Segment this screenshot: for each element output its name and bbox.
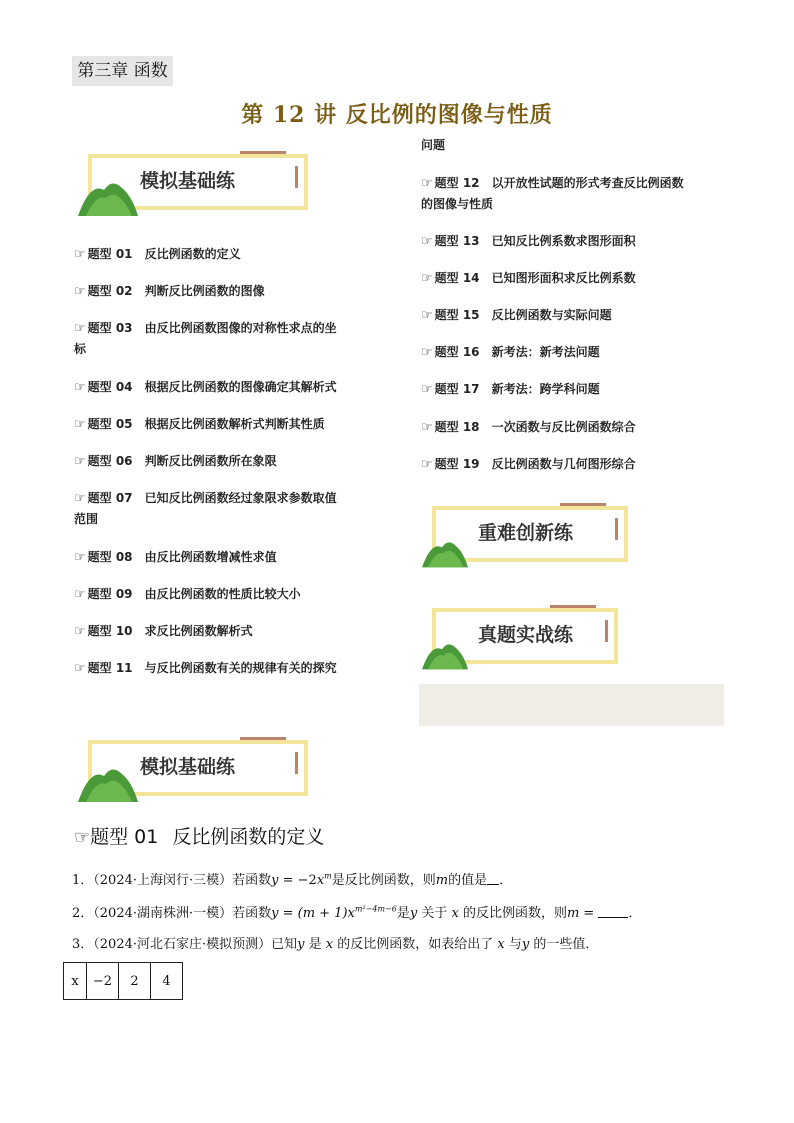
toc-item[interactable] [421,231,636,252]
toc-number: 题型 10 [87,624,133,638]
pointing-hand-icon: ☞ [421,382,433,397]
toc-item[interactable] [421,173,684,214]
section-text: 反比例函数的定义 [172,826,325,848]
section-heading [74,822,324,849]
toc-text: 由反比例函数增减性求值 [144,550,277,564]
toc-item[interactable] [421,268,636,289]
question-2: 2．（2024·湖南株洲·一模）若函数$y = (m + 1)x^{m^2-4m-6}$是y 关于 x 的反比例函数，则m = ． [72,904,642,921]
toc-text: 求反比例函数解析式 [144,624,253,638]
toc-text: 由反比例函数图像的对称性求点的坐 [144,321,337,335]
toc-text: 与反比例函数有关的规律有关的探究 [144,661,337,675]
pointing-hand-icon: ☞ [74,454,86,469]
question-3: 3．（2024·河北石家庄·模拟预测）已知y 是 x 的反比例函数，如表给出了 x 与y 的一些值． [72,937,599,952]
banner-label: 重难创新练 [478,522,574,544]
toc-item[interactable] [74,451,277,472]
toc-number: 题型 08 [87,550,133,564]
pointing-hand-icon: ☞ [74,827,91,848]
toc-number: 题型 14 [434,271,480,285]
question-1: 1．（2024·上海闵行·三模）若函数$y = -2x^m$是反比例函数，则m的值是 ． [72,871,513,888]
toc-number: 题型 06 [87,454,133,468]
banner-real [422,602,618,670]
pointing-hand-icon: ☞ [421,271,433,286]
toc-text: 判断反比例函数所在象限 [144,454,277,468]
banner-label: 模拟基础练 [140,756,236,778]
toc-text: 根据反比例函数的图像确定其解析式 [144,380,337,394]
grey-placeholder-box [419,684,724,726]
toc-number: 题型 07 [87,491,133,505]
toc-number: 题型 18 [434,420,480,434]
pointing-hand-icon: ☞ [74,587,86,602]
toc-number: 题型 16 [434,345,480,359]
toc-item[interactable] [74,244,241,265]
pointing-hand-icon: ☞ [74,417,86,432]
table-cell: 4 [151,963,183,1000]
banner-basic-section [78,734,308,802]
toc-text: 判断反比例函数的图像 [144,284,265,298]
toc-item[interactable] [74,414,325,435]
table-row [64,963,183,1000]
toc-item[interactable] [74,547,277,568]
table-cell: −2 [87,963,119,1000]
toc-item[interactable] [421,342,600,363]
toc-number: 题型 05 [87,417,133,431]
answer-blank[interactable] [487,872,499,885]
toc-text: 反比例函数的定义 [144,247,241,261]
table-cell: 2 [119,963,151,1000]
toc-text-continuation: 范围 [74,512,99,526]
toc-number: 题型 01 [87,247,133,261]
toc-text: 反比例函数与实际问题 [491,308,612,322]
toc-item[interactable] [74,318,337,359]
toc-text: 已知图形面积求反比例系数 [491,271,636,285]
pointing-hand-icon: ☞ [421,234,433,249]
toc-number: 题型 12 [434,176,480,190]
pointing-hand-icon: ☞ [74,550,86,565]
toc-item[interactable] [74,621,253,642]
toc-number: 题型 09 [87,587,133,601]
pointing-hand-icon: ☞ [421,176,433,191]
page-title: 第 12 讲 反比例的图像与性质 [241,102,553,128]
toc-text: 新考法：跨学科问题 [491,382,600,396]
hill-icon [422,638,468,670]
toc-item[interactable] [74,584,301,605]
toc-right-continuation: 问题 [421,138,446,152]
pointing-hand-icon: ☞ [74,661,86,676]
toc-number: 题型 11 [87,661,133,675]
toc-item[interactable] [421,454,636,475]
toc-text: 反比例函数与几何图形综合 [491,457,636,471]
toc-text-continuation: 的图像与性质 [421,197,494,211]
section-number: 题型 01 [90,826,159,848]
toc-item[interactable] [421,417,636,438]
toc-text: 已知反比例系数求图形面积 [491,234,636,248]
toc-number: 题型 17 [434,382,480,396]
pointing-hand-icon: ☞ [421,345,433,360]
toc-text: 以开放性试题的形式考查反比例函数 [491,176,684,190]
toc-number: 题型 02 [87,284,133,298]
hill-icon [422,536,468,568]
toc-item[interactable] [421,379,600,400]
toc-item[interactable] [421,305,612,326]
pointing-hand-icon: ☞ [74,247,86,262]
toc-number: 题型 19 [434,457,480,471]
toc-text: 一次函数与反比例函数综合 [491,420,636,434]
banner-hard [422,500,628,568]
chapter-label: 第三章 函数 [72,56,173,86]
pointing-hand-icon: ☞ [74,491,86,506]
pointing-hand-icon: ☞ [74,284,86,299]
pointing-hand-icon: ☞ [421,420,433,435]
banner-basic-top [78,148,308,216]
table-cell: x [64,963,87,1000]
toc-number: 题型 15 [434,308,480,322]
pointing-hand-icon: ☞ [74,624,86,639]
toc-item[interactable] [74,377,337,398]
toc-item[interactable] [74,488,337,529]
toc-number: 题型 04 [87,380,133,394]
hill-icon [78,762,138,802]
banner-label: 模拟基础练 [140,170,236,192]
toc-text: 根据反比例函数解析式判断其性质 [144,417,325,431]
toc-number: 题型 03 [87,321,133,335]
pointing-hand-icon: ☞ [74,321,86,336]
hill-icon [78,176,138,216]
toc-item[interactable] [74,281,265,302]
toc-text: 由反比例函数的性质比较大小 [144,587,301,601]
toc-text: 新考法：新考法问题 [491,345,600,359]
banner-label: 真题实战练 [478,624,574,646]
toc-text: 已知反比例函数经过象限求参数取值 [144,491,337,505]
toc-number: 题型 13 [434,234,480,248]
pointing-hand-icon: ☞ [421,308,433,323]
pointing-hand-icon: ☞ [421,457,433,472]
values-table [63,962,183,1000]
answer-blank[interactable] [598,905,628,918]
pointing-hand-icon: ☞ [74,380,86,395]
toc-text-continuation: 标 [74,342,87,356]
toc-item[interactable] [74,658,337,679]
